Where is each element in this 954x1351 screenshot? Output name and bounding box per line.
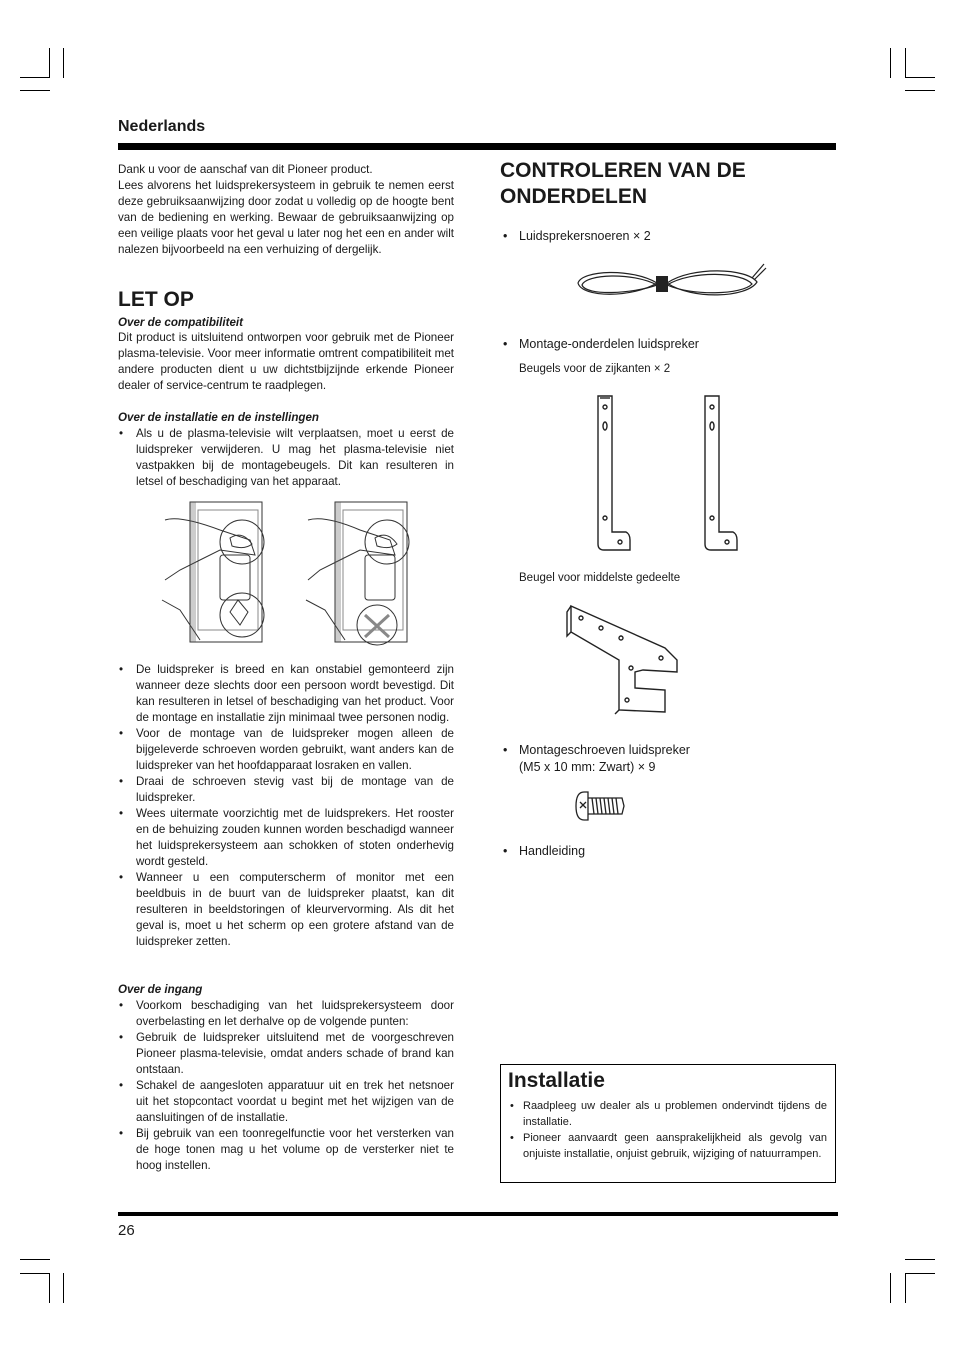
- crop-mark: [49, 1273, 50, 1303]
- list-item: • Wanneer u een computerscherm of monitor met een beeldbuis in de buurt van de luidspreker plaatst, kan dit resulteren in beeldstoringen of kleurvervorming. Als dit het geval is, moet u het scherm op een grotere afstand van de luidspreker zetten.: [118, 870, 454, 950]
- list-item: • Pioneer aanvaardt geen aansprakelijkheid als gevolg van onjuiste installatie, onjuist gebruik, wijziging of natuurrampen.: [509, 1130, 827, 1162]
- list-item: • Voor de montage van de luidspreker mogen alleen de bijgeleverde schroeven worden gebruikt, want anders kan de luidspreker van het hoofdapparaat losraken en vallen.: [118, 726, 454, 774]
- crop-mark: [905, 1259, 935, 1260]
- parts-item-label: Handleiding: [519, 844, 586, 858]
- installatie-box: [500, 1064, 836, 1183]
- install-subheading: Over de installatie en de instellingen: [118, 411, 320, 424]
- header-rule: [118, 143, 836, 150]
- crop-mark: [905, 77, 935, 78]
- center-bracket-illustration: [565, 600, 690, 718]
- crop-mark: [905, 1273, 906, 1303]
- list-item: • Schakel de aangesloten apparatuur uit en trek het netsnoer uit het stopcontact voordat u begint met het wijzigen van de aansluitingen of de installatie.: [118, 1078, 454, 1126]
- parts-item-label: (M5 x 10 mm: Zwart) × 9: [519, 760, 656, 774]
- crop-mark: [63, 48, 64, 78]
- crop-mark: [20, 90, 50, 91]
- screw-illustration: [574, 790, 626, 822]
- list-item: • Draai de schroeven stevig vast bij de montage van de luidspreker.: [118, 774, 454, 806]
- language-heading: Nederlands: [118, 118, 206, 135]
- list-item: • Raadpleeg uw dealer als u problemen ondervindt tijdens de installatie.: [509, 1098, 827, 1130]
- crop-mark: [890, 1273, 891, 1303]
- let-op-heading: LET OP: [118, 288, 194, 311]
- input-list: [118, 998, 454, 1174]
- list-item: • Bij gebruik van een toonregelfunctie voor het versterken van de hoge tonen mag u het volume op de versterker niet te hoog instellen.: [118, 1126, 454, 1174]
- parts-item-screws: [503, 742, 690, 776]
- crop-mark: [20, 1259, 50, 1260]
- crop-mark: [905, 1273, 935, 1274]
- crop-mark: [49, 48, 50, 78]
- installatie-heading: Installatie: [508, 1069, 605, 1092]
- handling-illustration: [160, 500, 410, 650]
- parts-item-label: • Montageschroeven luidspreker: [519, 743, 690, 757]
- input-subheading: Over de ingang: [118, 983, 203, 996]
- list-item: • Wees uitermate voorzichtig met de luidsprekers. Het rooster en de behuizing zouden kunnen worden beschadigd wanneer het luidsprekersysteem aan schokken of stoten onderhevig wordt gesteld.: [118, 806, 454, 870]
- list-item: • Voorkom beschadiging van het luidsprekersysteem door overbelasting en let derhalve op de volgende punten:: [118, 998, 454, 1030]
- crop-mark: [20, 1273, 50, 1274]
- crop-mark: [890, 48, 891, 78]
- intro-text: Dank u voor de aanschaf van dit Pioneer product. Lees alvorens het luidsprekersysteem in gebruik te nemen eerst deze gebruiksaanwijzing door zodat u volledig op de hoogte bent van de bediening en werking. Bewaar de gebruiksaanwijzing op een veilige plaats voor het geval u later nog het een en ander wilt nalezen bijvoorbeeld na een verhuizing of dergelijk.: [118, 163, 454, 256]
- compat-subheading: Over de compatibiliteit: [118, 316, 243, 329]
- list-item: • De luidspreker is breed en kan onstabiel gemonteerd zijn wanneer deze slechts door een persoon wordt bevestigd. Dit kan resulteren in letsel of beschadiging van het product. Voor de montage en installatie zijn minimaal twee personen nodig.: [118, 662, 454, 726]
- crop-mark: [905, 48, 906, 78]
- center-bracket-caption: Beugel voor middelste gedeelte: [519, 572, 681, 584]
- side-brackets-illustration: [590, 392, 750, 554]
- installatie-list: [509, 1098, 827, 1162]
- parts-item-label: Luidsprekersnoeren × 2: [519, 229, 651, 243]
- crop-mark: [20, 77, 50, 78]
- parts-item-cables: [503, 229, 651, 243]
- crop-mark: [905, 90, 935, 91]
- side-bracket-caption: Beugels voor de zijkanten × 2: [519, 363, 671, 375]
- install-list-b: [118, 662, 454, 950]
- parts-item-manual: [503, 844, 585, 858]
- list-item: • Als u de plasma-televisie wilt verplaatsen, moet u eerst de luidspreker verwijderen. U mag het plasma-televisie niet vastpakken bij de montagebeugels. Dit kan resulteren in letsel of beschadiging van het apparaat.: [118, 426, 454, 490]
- page-number: 26: [118, 1222, 135, 1239]
- parts-item-mounting: [503, 337, 699, 351]
- footer-rule: [118, 1212, 838, 1216]
- list-item: • Gebruik de luidspreker uitsluitend met de voorgeschreven Pioneer plasma-televisie, omdat anders schade of brand kan ontstaan.: [118, 1030, 454, 1078]
- compat-text: Dit product is uitsluitend ontworpen voor gebruik met de Pioneer plasma-televisie. Voor meer informatie omtrent compatibiliteit met andere producten dient u uw dichtstbijzijnde erkende Pioneer dealer of service-centrum te raadplegen.: [118, 331, 454, 392]
- parts-item-label: Montage-onderdelen luidspreker: [519, 337, 699, 351]
- install-list-a: [118, 426, 454, 490]
- speaker-cable-illustration: [572, 258, 767, 308]
- controleren-heading: CONTROLEREN VAN DE ONDERDELEN: [500, 159, 746, 208]
- crop-mark: [63, 1273, 64, 1303]
